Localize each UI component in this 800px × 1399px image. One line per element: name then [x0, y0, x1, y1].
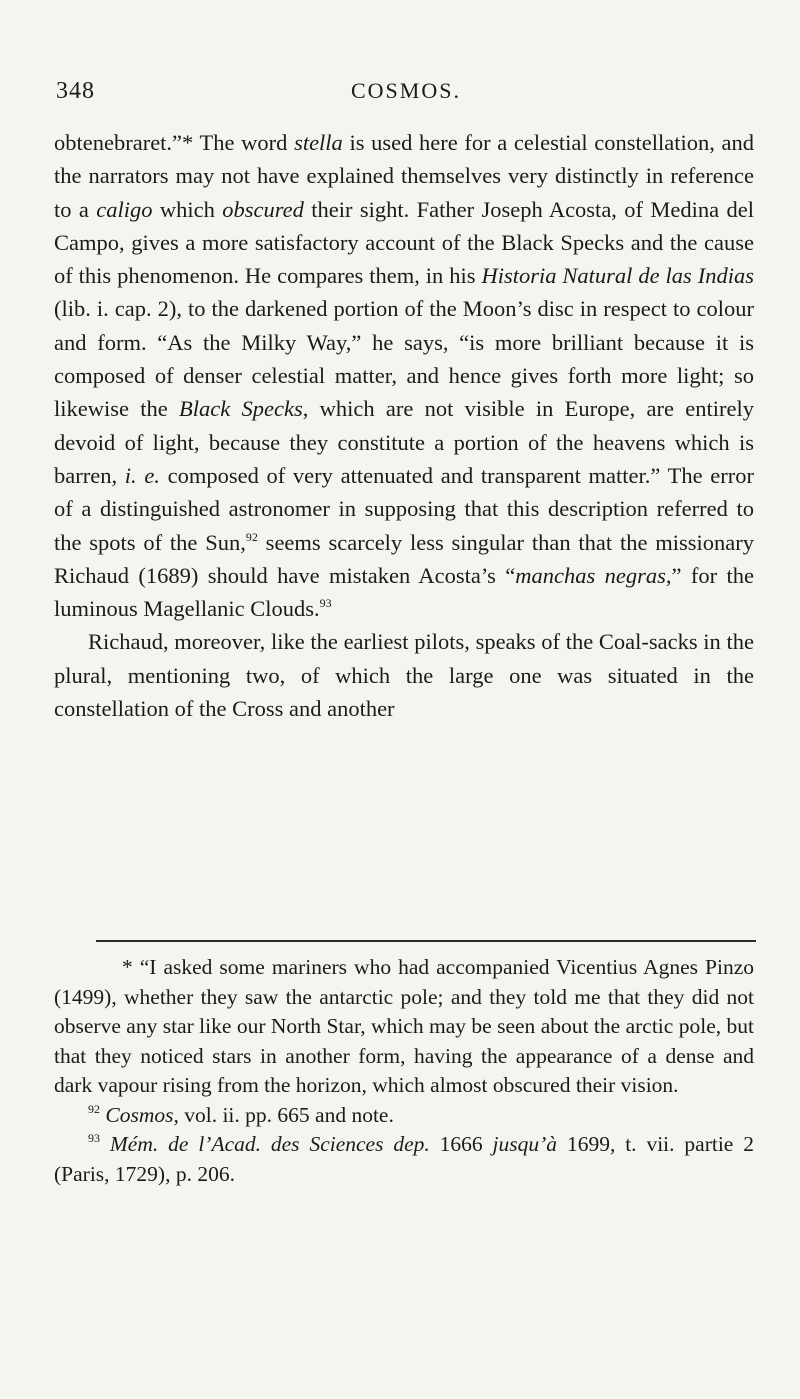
footnote-text: , vol. ii. pp. 665 and note.	[173, 1102, 394, 1127]
footnote-ref: 93	[319, 596, 332, 611]
paragraph: Richaud, moreover, like the earliest pilots, speaks of the Coal-sacks in the plural, mentioning two, of which the large one was situated in the constellation of the Cross and another	[54, 629, 754, 722]
footnote-mark: 92	[88, 1101, 100, 1116]
footnote-ref: 92	[245, 529, 258, 544]
italic-term: Black Specks	[179, 396, 303, 422]
text-run: ,” for the luminous Magellanic Clouds.	[54, 562, 754, 622]
footnote-divider	[96, 940, 756, 942]
footnote-mark: 93	[88, 1131, 100, 1145]
footnote-text: 1666	[429, 1132, 493, 1156]
text-run: which	[152, 196, 223, 222]
italic-term: manchas negras	[515, 562, 666, 588]
text-run: (lib. i. cap. 2), to the darkened portion of the Moon’s disc in respect to colour and form. “As the Milky Way,” he says, “is more brilliant because it is composed of denser celestial matter, and hence gives forth more light; so likewise the	[54, 296, 754, 422]
footnote-text: 1699, t. vii. partie 2 (Paris, 1729), p. 206.	[54, 1132, 754, 1186]
italic-title: Historia Natural de las Indias	[481, 263, 754, 289]
footnote-text: “I asked some mariners who had accompanied Vicentius Agnes Pinzo (1499), whether they saw the antarctic pole; and they told me that they did not observe any star like our North Star, which may be seen about the arctic pole, but that they noticed stars in another form, having the appearance of a dense and dark vapour rising from the horizon, which almost obscured their vision.	[54, 955, 754, 1097]
footnotes	[54, 953, 754, 1189]
text-run: is used here for a celestial constellation, and the narrators may not have explained themselves very distinctly in reference to a	[54, 130, 754, 222]
footnote	[54, 1101, 754, 1131]
italic-term: jusqu’à	[492, 1132, 558, 1156]
footnote	[54, 953, 754, 1101]
page-header	[56, 78, 756, 108]
italic-title: Mém. de l’Acad. des Sciences dep.	[109, 1132, 430, 1156]
footnote-mark: *	[122, 955, 133, 979]
text-run: , which are not visible in Europe, are entirely devoid of light, because they constitute a portion of the heavens which is barren,	[54, 396, 754, 488]
text-run: their sight. Father Joseph Acosta, of Medina del Campo, gives a more satisfactory account of the Black Specks and the cause of this phenomenon. He compares them, in his	[54, 196, 754, 289]
text-run: seems scarcely less singular than that the missionary Richaud (1689) should have mistaken Acosta’s “	[54, 529, 754, 588]
italic-term: obscured	[222, 196, 304, 222]
running-title: COSMOS.	[351, 78, 461, 103]
text-run: obtenebraret.”* The word	[54, 130, 295, 155]
italic-term: caligo	[96, 196, 153, 222]
italic-term: stella	[294, 130, 343, 155]
italic-title: Cosmos	[105, 1102, 174, 1127]
paragraph	[54, 126, 754, 625]
italic-term: i. e.	[124, 462, 160, 488]
text-run: composed of very attenuated and transparent matter.” The error of a distinguished astronomer in supposing that this description referred to the spots of the Sun,	[54, 462, 754, 555]
footnote	[54, 1130, 754, 1189]
main-text	[54, 126, 754, 725]
page-number: 348	[56, 78, 95, 104]
